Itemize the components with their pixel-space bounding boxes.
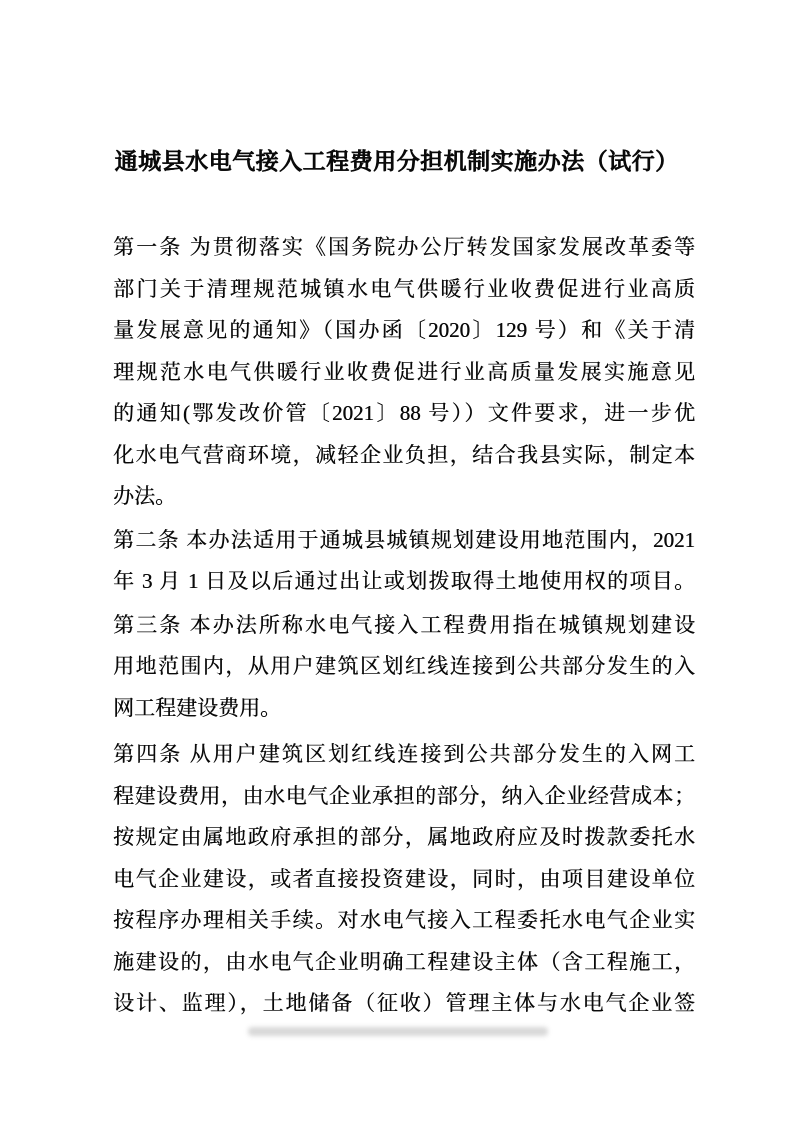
text-line: 化水电气营商环境，减轻企业负担，结合我县实际，制定本	[113, 442, 695, 467]
text-line: 用地范围内，从用户建筑区划红线连接到公共部分发生的入	[113, 654, 695, 678]
text-line: 第四条 从用户建筑区划红线连接到公共部分发生的入网工	[113, 742, 695, 766]
text-line: 按规定由属地政府承担的部分，属地政府应及时拨款委托水	[113, 825, 695, 849]
text-line: 第一条 为贯彻落实《国务院办公厅转发国家发展改革委等	[113, 235, 695, 259]
text-line: 设计、监理），土地储备（征收）管理主体与水电气企业签	[113, 991, 695, 1015]
text-line: 的通知(鄂发改价管〔2021〕88 号））文件要求，进一步优	[113, 401, 695, 425]
paragraph	[113, 520, 695, 603]
paragraph	[113, 734, 695, 1025]
paragraph	[113, 227, 695, 518]
document-title: 通城县水电气接入工程费用分担机制实施办法（试行）	[114, 149, 679, 174]
text-line: 网工程建设费用。	[113, 695, 281, 720]
text-line: 部门关于清理规范城镇水电气供暖行业收费促进行业高质	[113, 276, 695, 301]
text-line: 年 3 月 1 日及以后通过出让或划拨取得土地使用权的项目。	[113, 569, 695, 593]
text-line: 电气企业建设，或者直接投资建设，同时，由项目建设单位	[113, 866, 695, 891]
document-body	[113, 227, 695, 1025]
text-line: 理规范水电气供暖行业收费促进行业高质量发展实施意见	[113, 359, 695, 384]
paragraph	[113, 605, 695, 730]
text-line: 按程序办理相关手续。对水电气接入工程委托水电气企业实	[113, 908, 695, 932]
text-line: 第二条 本办法适用于通城县城镇规划建设用地范围内，2021	[113, 527, 695, 552]
text-line: 办法。	[113, 484, 176, 508]
text-line: 第三条 本办法所称水电气接入工程费用指在城镇规划建设	[113, 612, 695, 637]
scan-artifact	[248, 1027, 548, 1036]
text-line: 施建设的，由水电气企业明确工程建设主体（含工程施工，	[113, 949, 695, 974]
text-line: 量发展意见的通知》（国办函〔2020〕129 号）和《关于清	[113, 318, 695, 342]
text-line: 程建设费用，由水电气企业承担的部分，纳入企业经营成本；	[113, 783, 695, 808]
